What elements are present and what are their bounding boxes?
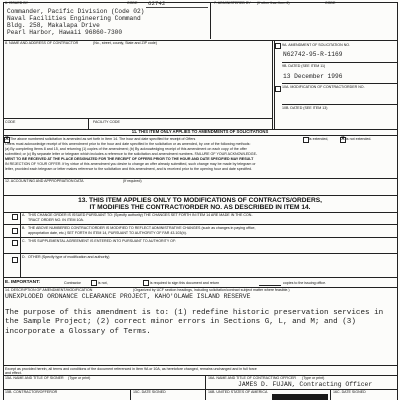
usa-label: 16B. UNITED STATES OF AMERICA [208, 390, 268, 394]
contractor-offeror-label: 15B. CONTRACTOR/OFFEROR [5, 390, 58, 394]
contractor-name-label: 8. NAME AND ADDRESS OF CONTRACTOR [5, 41, 79, 45]
amendment-purpose: The purpose of this amendment is to: (1) redefine historic preservation services in the Sample Project; (2) correct minor errors in Sections G, L, and M; and (3) incorporate a Glossary of Terms. [5, 309, 384, 336]
item13-checkcol [20, 212, 21, 277]
item12-label: 12. ACCOUNTING AND APPROPRIATION DATA [5, 179, 84, 183]
contractor-name-note: (No., street, county, State and ZIP code) [93, 41, 157, 45]
rule-13c [3, 253, 397, 254]
option-a-text: THIS CHANGE ORDER IS ISSUED PURSUANT TO: (Specify authority) THE CHANGES SET FORTH IN ITEM 14 ARE MADE IN THE CON- [28, 213, 253, 217]
item12-note: (If required) [123, 179, 142, 183]
amend-value: N62742-95-R-1169 [283, 51, 343, 58]
option-d-text: OTHER (Specify type of modification and authority) [28, 255, 110, 259]
option-b-text: THE ABOVE NUMBERED CONTRACT/ORDER IS MODIFIED TO REFLECT ADMINISTRATIVE CHANGES (such as changes in paying office, [28, 226, 256, 230]
and-effect: and effect. [5, 371, 22, 375]
rule-11-heading [3, 135, 397, 136]
issued-code-value: 62742 [148, 0, 166, 7]
is-not-checkbox[interactable] [91, 280, 97, 286]
issuer-line-2: Naval Facilities Engineering Command [7, 15, 141, 22]
issuer-line-1: Commander, Pacific Division (Code 02) [7, 8, 145, 15]
is-required-label: is required to sign this document and return [150, 281, 220, 285]
option-b-text2: appropriation date, etc.) SET FORTH IN ITEM 14, PURSUANT TO AUTHORITY OF FAR 43.103(b). [28, 231, 187, 235]
mod-label: 10A. MODIFICATION OF CONTRACT/ORDER NO. [282, 85, 365, 89]
divider-16c [330, 389, 331, 400]
item14-label: 14. DESCRIPTION OF AMENDMENT/MODIFICATION [5, 288, 93, 292]
issued-code-field[interactable] [146, 0, 208, 8]
item11-body-4: MENT TO BE RECEIVED AT THE PLACE DESIGNATED FOR THE RECEIPT OF OFFERS PRIOR TO THE HOUR AND DATE SPECIFIED MAY RESULT [5, 157, 254, 161]
item13-heading-2: IT MODIFIES THE CONTRACT/ORDER NO. AS DESCRIBED IN ITEM 14. [89, 204, 311, 211]
item11-body-2: (a) By completing Items 8 and 15, and returning (1) copies of the amendment; (b) By acknowledging receipt of this amendment on each copy of the offer [5, 147, 247, 151]
mod-dated-label: 10B. DATED (SEE ITEM 13) [282, 106, 328, 110]
rule-10a [282, 104, 397, 105]
extended-label: is extended, [309, 137, 329, 141]
item13-heading-1: 13. THIS ITEM APPLIES ONLY TO MODIFICATIONS OF CONTRACTS/ORDERS, [78, 197, 322, 204]
amend-label: 9A. AMENDMENT OF SOLICITATION NO. [282, 43, 351, 47]
option-c-key: C. [22, 239, 26, 243]
officer-signature-mark [272, 394, 328, 400]
officer-note: (Type or print) [302, 376, 325, 380]
option-d-checkbox[interactable] [12, 257, 18, 263]
is-not-label: is not, [98, 281, 108, 285]
rule-9b [282, 83, 397, 84]
option-a-checkbox[interactable] [12, 214, 18, 220]
not-extended-label: is not extended. [346, 137, 372, 141]
option-b-checkbox[interactable] [12, 228, 18, 234]
administered-by-label: 7. ADMINISTERED BY [214, 1, 251, 5]
administered-note: (If other than Item 6) [257, 1, 290, 5]
accounting-field[interactable] [5, 184, 395, 194]
issued-by-label: 6. ISSUED BY [5, 1, 29, 5]
option-d-key: D. [22, 255, 26, 259]
important-label: E. IMPORTANT: [5, 280, 41, 285]
contractor-date-label: 15C. DATE SIGNED [133, 390, 166, 394]
rule-code [3, 118, 272, 119]
amend-checkbox[interactable] [275, 43, 281, 49]
divider-code [88, 118, 89, 129]
rule-before-13 [3, 195, 397, 196]
copies-label: copies to the issuing office. [283, 281, 327, 285]
issuer-line-4: Pearl Harbor, Hawaii 96860-7300 [7, 29, 123, 36]
signer-note: (Type or print) [68, 376, 91, 380]
divider-8-9b [274, 40, 275, 129]
contractor-address-field[interactable] [5, 47, 270, 117]
signer-label: 15A. NAME AND TITLE OF SIGNER [5, 376, 64, 380]
officer-name: JAMES D. FUJAN, Contracting Officer [238, 381, 373, 388]
item11-heading: 11. THIS ITEM ONLY APPLIES TO AMENDMENTS OF SOLICITATIONS [131, 129, 269, 134]
administered-code-label: CODE [325, 1, 336, 5]
item14-note: (Organized by UCF section headings, including solicitation/contract subject matter where feasible.) [133, 288, 290, 292]
divider-15-16 [205, 375, 206, 400]
officer-label: 16A. NAME AND TITLE OF CONTRACTING OFFICER [208, 376, 296, 380]
rule-13b [3, 237, 397, 238]
divider-6-7 [210, 2, 211, 39]
dated-label: 9B. DATED (SEE ITEM 11) [282, 64, 326, 68]
item11-body-6: letter, provided each telegram or letter makes reference to the solicitation and this amendment, and is received prior to the opening hour and date specified. [5, 167, 253, 171]
option-a-text2: TRACT ORDER NO. IN ITEM 10A. [28, 218, 84, 222]
item11-line1: The above numbered solicitation is amended as set forth in Item 14. The hour and date specified for receipt of Offers [10, 137, 196, 141]
except-note: Except as provided herein, all terms and conditions of the document referenced in Item 9A or 10A, as heretofore changed, remains unchanged and in full force [5, 367, 257, 371]
divider-8-9 [272, 40, 273, 129]
contractor-code-label: CODE [5, 120, 16, 124]
important-contractor: Contractor [64, 281, 81, 285]
option-c-text: THIS SUPPLEMENTAL AGREEMENT IS ENTERED INTO PURSUANT TO AUTHORITY OF: [28, 239, 177, 243]
option-c-checkbox[interactable] [12, 240, 18, 246]
item11-body-5: IN REJECTION OF YOUR OFFER. If by virtue of this amendment you desire to change an offer already submitted, such change may be made by telegram or [5, 162, 256, 166]
frame-right [397, 2, 398, 400]
item11-body-3: submitted; or (c) By separate letter or telegram which includes a reference to the solicitation and amendment numbers. FAILURE OF YOUR ACKNOWLEDGE- [5, 152, 258, 156]
rule-before-footer [3, 365, 397, 366]
issued-code-label: CODE [127, 1, 138, 5]
issuer-line-3: Bldg. 258, Makalapa Drive [7, 22, 100, 29]
facility-code-label: FACILITY CODE [93, 120, 120, 124]
item11-body-1: Offers must acknowledge receipt of this amendment prior to the hour and date specified in the solicitation or as amended, by one of the following methods: [5, 142, 251, 146]
dated-value: 13 December 1996 [283, 73, 343, 80]
mod-checkbox[interactable] [275, 86, 281, 92]
rule-9a [282, 62, 397, 63]
contractor-signature-field[interactable] [5, 395, 125, 400]
rule-13a [3, 224, 397, 225]
officer-date-label: 16C. DATE SIGNED [333, 390, 366, 394]
option-a-key: A. [22, 213, 26, 217]
project-title: UNEXPLODED ORDNANCE CLEARANCE PROJECT, KAHO'OLAWE ISLAND RESERVE [5, 293, 251, 300]
rule-13d [3, 277, 397, 278]
copies-blank[interactable] [259, 285, 281, 286]
is-required-checkbox[interactable] [143, 280, 149, 286]
option-b-key: B. [22, 226, 26, 230]
divider-15c [130, 389, 131, 400]
